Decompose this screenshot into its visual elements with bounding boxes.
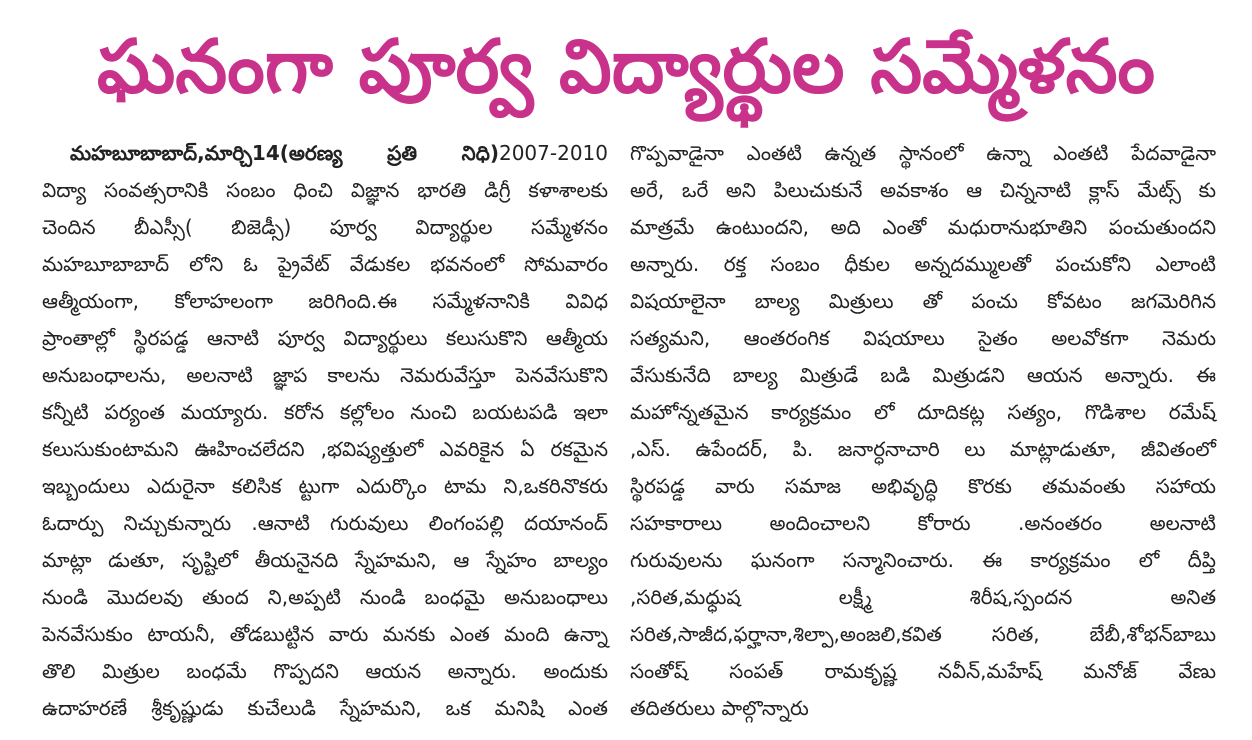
article-column-left [42,136,608,728]
article-line: మహబూబాబాద్ లోని ఓ ప్రైవేట్ వేడుకల భవనంలో సోమవారం [42,251,608,276]
article-line: స్థిరపడ్డ వారు సమాజ అభివృద్ధి కొరకు తమవంతు సహాయ [630,473,1216,498]
article-line: ఉదాహరణే శ్రీకృష్ణుడు కుచేలుడి స్నేహమని, ఒక మనిషి ఎంత [42,695,608,720]
article-line: కలుసుకుంటామని ఊహించలేదని ,భవిష్యత్తులో ఎవరికైన ఏ రకమైన [42,436,608,461]
dateline: మహబూబాబాద్,మార్చి14(అరణ్య ప్రతి నిధి) [70,140,499,165]
article-line: సంతోష్ సంపత్ రామకృష్ణ నవీన్,మహేష్ మనోజ్ వేణు [630,658,1216,683]
article-line: మాత్రమే ఉంటుందని, అది ఎంతో మధురానుభూతిని పంచుతుందని [630,214,1216,239]
headline: ఘనంగా పూర్వ విద్యార్థుల సమ్మేళనం [96,24,1156,110]
article-line: తదితరులు పాల్గొన్నారు [630,695,809,720]
article-line: సరిత,సాజీద,ఫర్హానా,శిల్పా,అంజలి,కవిత సరిత, బేబీ,శోభన్‌బాబు [630,621,1216,646]
article-line: ప్రాంతాల్లో స్థిరపడ్డ ఆనాటి పూర్వ విద్యార్థులు కలుసుకొని ఆత్మీయ [42,325,608,350]
article-line: నుండి మొదలవు తుంద ని,అప్పటి నుండి బంధమై అనుబంధాలు [42,584,608,609]
article-line: తొలి మిత్రుల బంధమే గొప్పదని ఆయన అన్నారు. అందుకు [42,658,608,683]
article-line: ,ఎస్. ఉపేందర్, పి. జనార్ధనాచారి లు మాట్లాడుతూ, జీవితంలో [630,436,1216,461]
article-line: అన్నారు. రక్త సంబం ధీకుల అన్నదమ్ములతో పంచుకోని ఎలాంటి [630,251,1216,276]
article-line: కన్నీటి పర్యంత మయ్యారు. కరోన కల్లోలం నుంచి బయటపడి ఇలా [42,399,608,424]
article-line: ఓదార్పు నిచ్చుకున్నారు .ఆనాటి గురువులు లింగంపల్లి దయానంద్ [42,510,608,535]
article-line: విషయాలైనా బాల్య మిత్రులు తో పంచు కోవటం జగమెరిగిన [630,288,1216,313]
article-line: అరే, ఒరే అని పిలుచుకునే అవకాశం ఆ చిన్ననాటి క్లాస్ మేట్స్ కు [630,177,1216,202]
article-line-text: 2007-2010 [498,140,608,165]
article-column-right [630,136,1216,728]
article-line: మాట్లా డుతూ, సృష్టిలో తీయనైనది స్నేహమని, ఆ స్నేహం బాల్యం [42,547,608,572]
article-line: సత్యమని, ఆంతరంగిక విషయాలు సైతం అలవోకగా నెమరు [630,325,1216,350]
article-line: విద్యా సంవత్సరానికి సంబం ధించి విజ్ఞాన భారతి డిగ్రీ కళాశాలకు [42,177,608,202]
article-line: చెందిన బీఎస్సీ( బిజెడ్సీ) పూర్వ విద్యార్థుల సమ్మేళనం [42,214,608,239]
article-line: ఇబ్బందులు ఎదురైనా కలిసిక ట్టుగా ఎదుర్కొం టామ ని,ఒకరినొకరు [42,473,608,498]
article-line: పెనవేసుకుం టాయనీ, తోడబుట్టిన వారు మనకు ఎంత మంది ఉన్నా [42,621,608,646]
article-line: అనుబంధాలను, అలనాటి జ్ఞాప కాలను నెమరువేస్తూ పెనవేసుకొని [42,362,608,387]
article-line: వేసుకునేది బాల్య మిత్రుడే బడి మిత్రుడని ఆయన అన్నారు. ఈ [630,362,1216,387]
article-line: గురువులను ఘనంగా సన్మానించారు. ఈ కార్యక్రమం లో దీప్తి [630,547,1216,572]
article-line: సహకారాలు అందించాలని కోరారు .అనంతరం అలనాటి [630,510,1216,535]
article-body [0,128,1252,740]
article-line [42,136,608,171]
article-line: ,సరిత,మధ్ధుష లక్ష్మీ శిరీష,స్పందన అనిత [630,584,1216,609]
article-line: గొప్పవాడైనా ఎంతటి ఉన్నత స్థానంలో ఉన్నా ఎంతటి పేదవాడైనా [630,140,1216,165]
article-line: మహోన్నతమైన కార్యక్రమం లో దూదికట్ల సత్యం, గొడిశాల రమేష్ [630,399,1216,424]
article-line: ఆత్మీయంగా, కోలాహలంగా జరిగింది.ఈ సమ్మేళనానికి వివిధ [42,288,608,313]
